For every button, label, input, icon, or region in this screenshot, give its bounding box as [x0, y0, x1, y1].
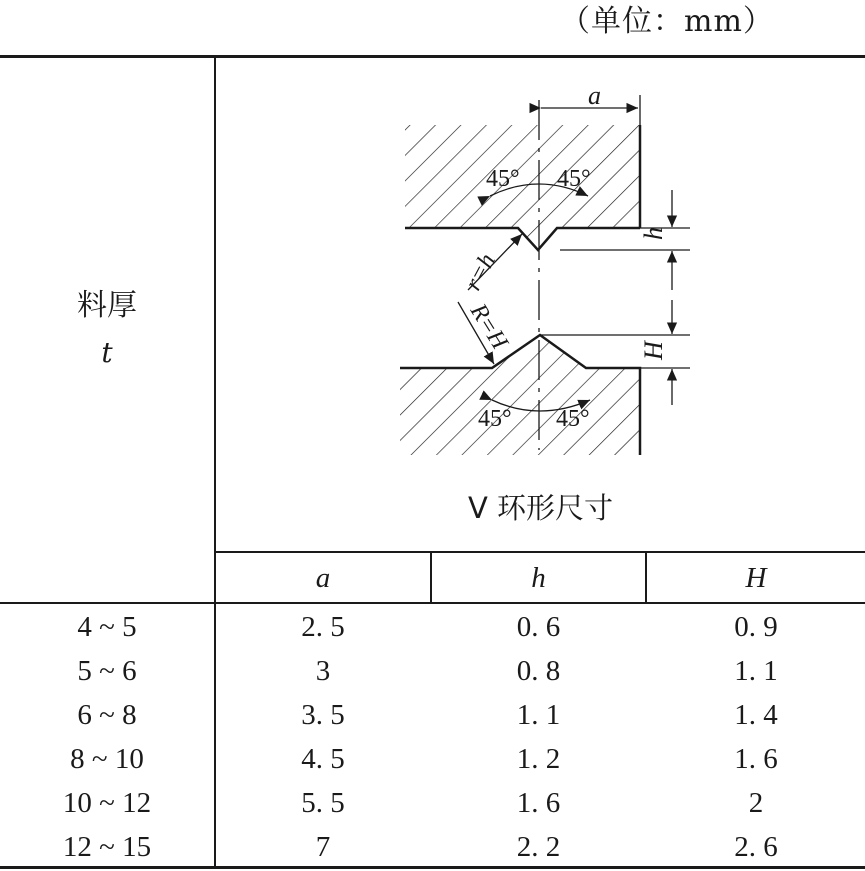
cell-h: 0. 8 [516, 655, 561, 687]
cell-a: 3. 5 [301, 699, 345, 731]
cell-h: 1. 1 [516, 699, 561, 731]
table-row [0, 693, 865, 737]
cell-thickness: 6 ~ 8 [77, 699, 137, 731]
cell-H: 2 [748, 787, 764, 819]
cell-H: 1. 1 [734, 655, 778, 687]
thickness-symbol: t [101, 336, 113, 369]
unit-label: （单位：mm） [560, 4, 774, 39]
label-r: r=h [460, 249, 501, 295]
cell-a: 3 [315, 655, 331, 687]
table-row [0, 781, 865, 825]
cell-H: 1. 6 [734, 743, 778, 775]
table-row [0, 649, 865, 693]
label-angle-lr: 45° [556, 406, 590, 432]
cell-thickness: 10 ~ 12 [62, 787, 152, 819]
label-H: H [639, 341, 668, 360]
cell-thickness: 12 ~ 15 [62, 831, 152, 863]
cell-h: 2. 2 [516, 831, 561, 863]
column-header-h: h [531, 562, 546, 594]
label-angle-ul: 45° [486, 166, 520, 192]
label-angle-ll: 45° [478, 406, 512, 432]
column-header-a: a [315, 562, 331, 594]
cell-thickness: 5 ~ 6 [77, 655, 137, 687]
cell-a: 5. 5 [301, 787, 345, 819]
table-row [0, 737, 865, 781]
cell-a: 7 [315, 831, 331, 863]
cell-a: 2. 5 [301, 611, 345, 643]
table-row [0, 825, 865, 869]
cell-H: 1. 4 [734, 699, 778, 731]
cell-h: 1. 2 [516, 743, 561, 775]
table-row [0, 605, 865, 649]
cell-thickness: 4 ~ 5 [77, 611, 137, 643]
label-a: a [588, 81, 601, 110]
cell-thickness: 8 ~ 10 [70, 743, 144, 775]
cell-h: 0. 6 [516, 611, 561, 643]
label-angle-ur: 45° [557, 166, 591, 192]
diagram-caption: V 环形尺寸 [467, 491, 614, 525]
column-header-H: H [745, 562, 767, 594]
lower-die-body [400, 335, 640, 455]
thickness-label: 料厚 [77, 288, 137, 323]
cell-H: 2. 6 [734, 831, 778, 863]
cell-h: 1. 6 [516, 787, 561, 819]
label-h: h [639, 227, 668, 240]
label-R: R=H [464, 299, 513, 355]
cell-H: 0. 9 [734, 611, 778, 643]
cell-a: 4. 5 [301, 743, 345, 775]
